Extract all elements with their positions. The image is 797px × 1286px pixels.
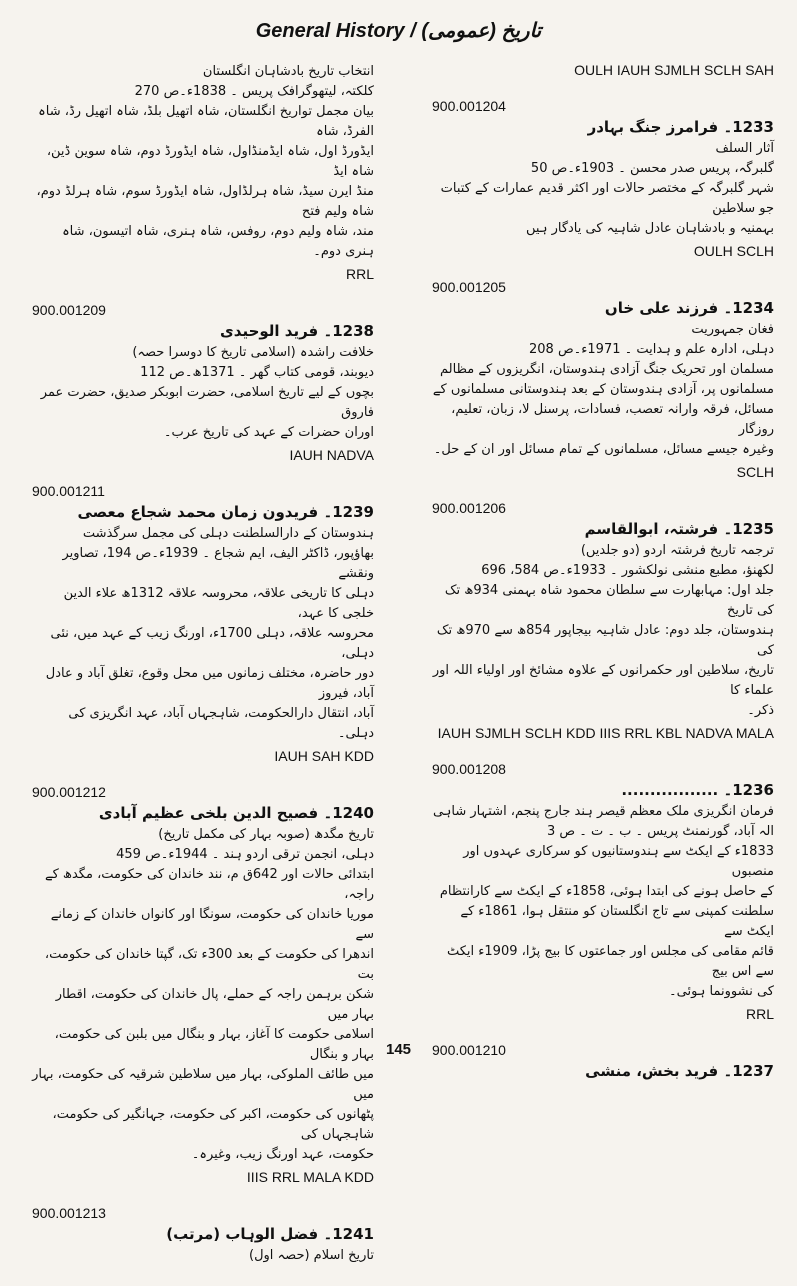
entry-line: کلکتہ، لیتھوگرافک پریس ۔ 1838ء۔ص 270 [134, 84, 374, 99]
entry-line: دہلی، انجمن ترقی اردو ہند ۔ 1944ء۔ص 459 [116, 847, 374, 862]
entry-title: 1237۔ فرید بخش، منشی [585, 1062, 774, 1080]
entry-title: 1236۔ ................. [621, 781, 774, 799]
catalog-entry [432, 761, 774, 1022]
entry-line: تاریخ مگدھ (صوبہ بہار کی مکمل تاریخ) [158, 827, 374, 842]
entry-line: ابتدائی حالات اور 642ق م، نند خاندان کی حکومت، مگدھ کے راجہ، [44, 867, 374, 902]
entry-line: وغیرہ جیسے مسائل، مسلمانوں کے تمام مسائل اور ان کے حل۔ [433, 442, 774, 457]
entry-line: اوران حضرات کے عہد کی تاریخ عرب۔ [163, 425, 374, 440]
entry-call-number: 900.001208 [432, 761, 506, 777]
entry-line: الہ آباد، گورنمنٹ پریس ۔ ب ۔ ت ۔ ص 3 [546, 824, 774, 839]
entry-line: ایڈورڈ اول، شاہ ایڈمنڈاول، شاہ ایڈورڈ دوم، شاہ سوین ڈین، شاہ ایڈ [46, 144, 374, 179]
entry-line: اسلامی حکومت کا آغاز، بہار و بنگال میں بلبن کی حکومت، بہار و بنگال [54, 1027, 374, 1062]
entry-line: ہندوستان، جلد دوم: عادل شاہیہ بیجاپور 854ھ سے 970ھ تک کی [436, 623, 774, 658]
entry-line: مسلمانوں پر، آزادی ہندوستان کے بعد ہندوستانی مسلمانوں کے [432, 382, 774, 397]
entry-line: سلطنت کمپنی سے تاج انگلستان کو منتقل ہوا، 1861ء کے ایکٹ سے [460, 904, 774, 939]
catalog-entry [432, 62, 774, 78]
entry-line: حکومت، عہد اورنگ زیب، وغیرہ۔ [191, 1147, 374, 1162]
right-column [432, 58, 774, 1100]
entry-title: 1235۔ فرشتہ، ابوالقاسم [584, 520, 774, 538]
entry-title: 1241۔ فضل الوہاب (مرتب) [166, 1225, 374, 1243]
entry-line: آباد، انتقال دارالحکومت، شاہجہاں آباد، عہد انگریزی کی دہلی۔ [68, 706, 374, 741]
entry-call-number: 900.001213 [32, 1205, 106, 1221]
catalog-entry [32, 302, 374, 463]
entry-line: اندھرا کی حکومت کے بعد 300ء تک، گپتا خاندان کی حکومت، بت [44, 947, 374, 982]
entry-call-number: 900.001205 [432, 279, 506, 295]
catalog-entry [32, 1205, 374, 1266]
entry-library-codes: IAUH SJMLH SCLH KDD IIIS RRL KBL NADVA MALA [437, 725, 774, 741]
entry-line: ترجمہ تاریخ فرشتہ اردو (دو جلدیں) [580, 543, 774, 558]
catalog-entry [32, 483, 374, 764]
left-column [32, 58, 374, 1286]
entry-call-number: 900.001210 [432, 1042, 506, 1058]
entry-call-number: 900.001209 [32, 302, 106, 318]
catalog-entry [432, 279, 774, 480]
entry-line: شہر گلبرگہ کے مختصر حالات اور اکثر قدیم عمارات کے کتبات جو سلاطین [440, 181, 774, 216]
entry-line: تاریخ، سلاطین اور حکمرانوں کے علاوہ مشائخ اور اولیاء اللہ اور علماء کا [432, 663, 774, 698]
page-number: 145 [385, 1041, 412, 1058]
entry-line: مسلمان اور تحریک جنگ آزادی ہندوستان، انگریزوں کے مظالم [440, 362, 774, 377]
entry-library-codes: IAUH NADVA [289, 447, 374, 463]
entry-title: 1240۔ فصیح الدین بلخی عظیم آبادی [98, 804, 374, 822]
entry-line: منڈ ایرن سیڈ، شاہ ہرلڈاول، شاہ ایڈورڈ سوم، شاہ ہرلڈ دوم، شاہ ولیم فتح [36, 184, 374, 219]
catalog-entry [432, 98, 774, 259]
entry-library-codes: IAUH SAH KDD [274, 748, 374, 764]
entry-line: گلبرگہ، پریس صدر محسن ۔ 1903ء۔ص 50 [530, 161, 774, 176]
entry-line: بچوں کے لیے تاریخ اسلامی، حضرت ابوبکر صدیق، حضرت عمر فاروق [40, 385, 374, 420]
entry-title: 1239۔ فریدون زمان محمد شجاع معصی [77, 503, 374, 521]
entry-line: قائم مقامی کی مجلس اور جماعتوں کا بیج پڑا، 1909ء ایکٹ سے اس بیج [446, 944, 774, 979]
entry-line: انتخاب تاریخ بادشاہان انگلستان [202, 64, 374, 79]
entry-line: دہلی، ادارہ علم و ہدایت ۔ 1971ء۔ص 208 [528, 342, 774, 357]
entry-library-codes: OULH IAUH SJMLH SCLH SAH [574, 62, 774, 78]
entry-call-number: 900.001212 [32, 784, 106, 800]
entry-line: ذکر۔ [747, 703, 774, 718]
entry-line: دیوبند، قومی کتاب گھر ۔ 1371ھ۔ص 112 [140, 365, 374, 380]
entry-line: جلد اول: مہابھارت سے سلطان محمود شاہ بہمنی 934ھ تک کی تاریخ [444, 583, 774, 618]
page-header: General History / (تاریخ (عمومی [255, 20, 542, 42]
entry-call-number: 900.001206 [432, 500, 506, 516]
entry-title: 1233۔ فرامرز جنگ بہادر [587, 118, 774, 136]
entry-line: کے حاصل ہونے کی ابتدا ہوئی، 1858ء کے ایکٹ سے کارانتظام [439, 884, 774, 899]
entry-line: آثار السلف [715, 141, 774, 156]
entry-line: کی نشوونما ہوئی۔ [669, 984, 774, 999]
catalog-entry [32, 62, 374, 282]
entry-line: خلافت راشدہ (اسلامی تاریخ کا دوسرا حصہ) [132, 345, 374, 360]
entry-line: تاریخ اسلام (حصہ اول) [249, 1248, 374, 1263]
entry-title: 1238۔ فرید الوحیدی [220, 322, 374, 340]
entry-line: بھاؤپور، ڈاکٹر الیف، ایم شجاع ۔ 1939ء۔ص 194، تصاویر ونقشے [62, 546, 374, 581]
catalog-entry [32, 784, 374, 1185]
entry-library-codes: RRL [345, 266, 374, 282]
entry-line: میں طائف الملوکی، بہار میں سلاطین شرقیہ کی حکومت، بہار میں [32, 1067, 374, 1102]
entry-library-codes: SCLH [736, 464, 774, 480]
entry-line: دہلی کا تاریخی علاقہ، محروسہ علاقہ 1312ھ علاء الدین خلجی کا عہد، [63, 586, 374, 621]
entry-line: فرمان انگریزی ملک معظم قیصر ہند جارج پنجم، اشتہار شاہی [432, 804, 774, 819]
entry-title: 1234۔ فرزند علی خاں [604, 299, 774, 317]
entry-line: بہمنیہ و بادشاہان عادل شاہیہ کی یادگار ہیں [526, 221, 774, 236]
entry-line: بیان مجمل تواریخ انگلستان، شاہ اتھیل بلڈ، شاہ اتھیل رڈ، شاہ الفرڈ، شاہ [38, 104, 374, 139]
entry-library-codes: RRL [745, 1006, 774, 1022]
entry-line: شکن برہمن راجہ کے حملے، پال خاندان کی حکومت، اقطار بہار میں [55, 987, 374, 1022]
catalog-entry [432, 500, 774, 741]
entry-library-codes: OULH SCLH [693, 243, 774, 259]
entry-line: 1833ء کے ایکٹ سے ہندوستانیوں کو سرکاری عہدوں اور منصبوں [463, 844, 774, 879]
entry-line: پٹھانوں کی حکومت، اکبر کی حکومت، جہانگیر کی حکومت، شاہجہاں کی [52, 1107, 374, 1142]
entry-line: محروسہ علاقہ، دہلی 1700ء، اورنگ زیب کے عہد میں، نئی دہلی، [50, 626, 374, 661]
entry-line: مند، شاہ ولیم دوم، روفس، شاہ ہنری، شاہ اتیسون، شاہ ہنری دوم۔ [62, 224, 374, 259]
entry-call-number: 900.001204 [432, 98, 506, 114]
entry-line: لکھنؤ، مطبع منشی نولکشور ۔ 1933ء۔ص 584، 696 [481, 563, 774, 578]
entry-line: ہندوستان کے دارالسلطنت دہلی کی مجمل سرگذشت [82, 526, 374, 541]
entry-line: مسائل، فرقہ وارانہ تعصب، فسادات، پرسنل لا، زبان، تعلیم، روزگار [451, 402, 774, 437]
entry-line: دور حاضرہ، مختلف زمانوں میں محل وقوع، تغلق آباد و عادل آباد، فیروز [45, 666, 374, 701]
entry-line: فغان جمہوریت [691, 322, 774, 337]
entry-call-number: 900.001211 [32, 483, 105, 499]
entry-line: موریا خاندان کی حکومت، سونگا اور کانواں خاندان کے زمانے سے [50, 907, 374, 942]
entry-library-codes: IIIS RRL MALA KDD [246, 1169, 374, 1185]
